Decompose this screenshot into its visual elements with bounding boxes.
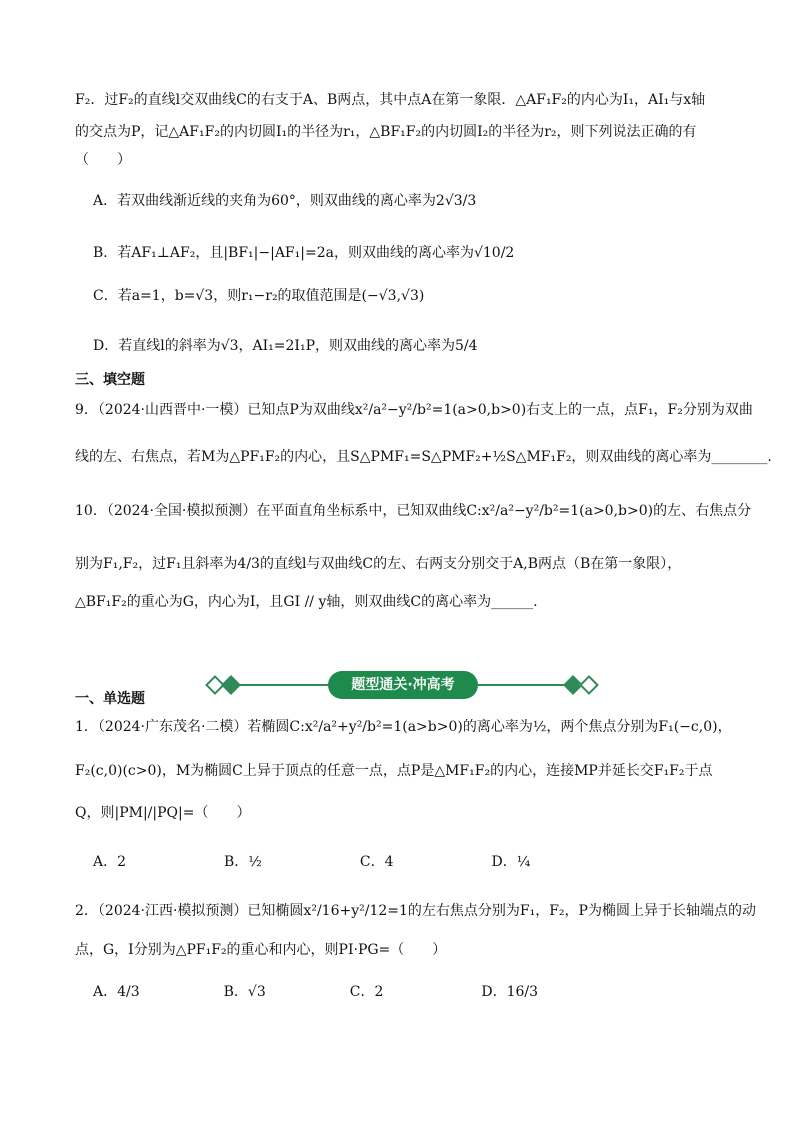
banner-title: 题型通关·冲高考	[328, 671, 478, 699]
text-line: F₂．过F₂的直线l交双曲线C的右支于A、B两点，其中点A在第一象限．△AF₁F₂的内心为I₁，AI₁与x轴	[75, 92, 706, 108]
text-line: 2．（2024·江西·模拟预测）已知椭圆x²/16+y²/12=1的左右焦点分别为F₁，F₂，P为椭圆上异于长轴端点的动	[75, 903, 756, 919]
text-line: 9．（2024·山西晋中·一模）已知点P为双曲线x²/a²−y²/b²=1(a>0,b>0)右支上的一点，点F₁，F₂分别为双曲	[75, 402, 753, 418]
text-line: F₂(c,0)(c>0)，M为椭圆C上异于顶点的任意一点，点P是△MF₁F₂的内心，连接MP并延长交F₁F₂于点	[75, 763, 713, 779]
text-line: 线的左、右焦点，若M为△PF₁F₂的内心，且S△PMF₁=S△PMF₂+½S△MF₁F₂，则双曲线的离心率为________.	[75, 449, 772, 465]
text-line: A．若双曲线渐近线的夹角为60°，则双曲线的离心率为2√3/3	[93, 193, 477, 209]
section-heading: 三、填空题	[75, 372, 145, 388]
text-line: Q，则|PM|/|PQ|=（ ）	[75, 805, 251, 821]
text-line: A．4/3 B．√3 C．2 D．16/3	[93, 984, 539, 1000]
text-line: 10．（2024·全国·模拟预测）在平面直角坐标系中，已知双曲线C:x²/a²−y²/b²=1(a>0,b>0)的左、右焦点分	[75, 503, 752, 519]
text-line: 1．（2024·广东茂名·二模）若椭圆C:x²/a²+y²/b²=1(a>b>0)的离心率为½，两个焦点分别为F₁(−c,0)，	[75, 719, 732, 735]
section-banner	[208, 671, 598, 699]
section-heading: 一、单选题	[75, 691, 145, 707]
text-line: 的交点为P，记△AF₁F₂的内切圆I₁的半径为r₁，△BF₁F₂的内切圆I₂的半径为r₂，则下列说法正确的有	[75, 124, 697, 140]
text-line: C．若a=1，b=√3，则r₁−r₂的取值范围是(−√3,√3)	[93, 288, 425, 304]
diamond-filled-icon	[221, 675, 241, 695]
diamond-icon	[579, 675, 599, 695]
text-line: 点，G，I分别为△PF₁F₂的重心和内心，则PI·PG=（ ）	[75, 942, 447, 958]
text-line: B．若AF₁⊥AF₂，且|BF₁|−|AF₁|=2a，则双曲线的离心率为√10/2	[93, 245, 515, 261]
text-line: △BF₁F₂的重心为G，内心为I，且GI // y轴，则双曲线C的离心率为______.	[75, 594, 538, 610]
text-line: 别为F₁,F₂，过F₁且斜率为4/3的直线l与双曲线C的左、右两支分别交于A,B两点（B在第一象限），	[75, 556, 682, 572]
text-line: D．若直线l的斜率为√3，AI₁=2I₁P，则双曲线的离心率为5/4	[93, 338, 478, 354]
text-line: （ ）	[75, 152, 131, 168]
text-line: A．2 B．½ C．4 D．¼	[93, 854, 531, 870]
